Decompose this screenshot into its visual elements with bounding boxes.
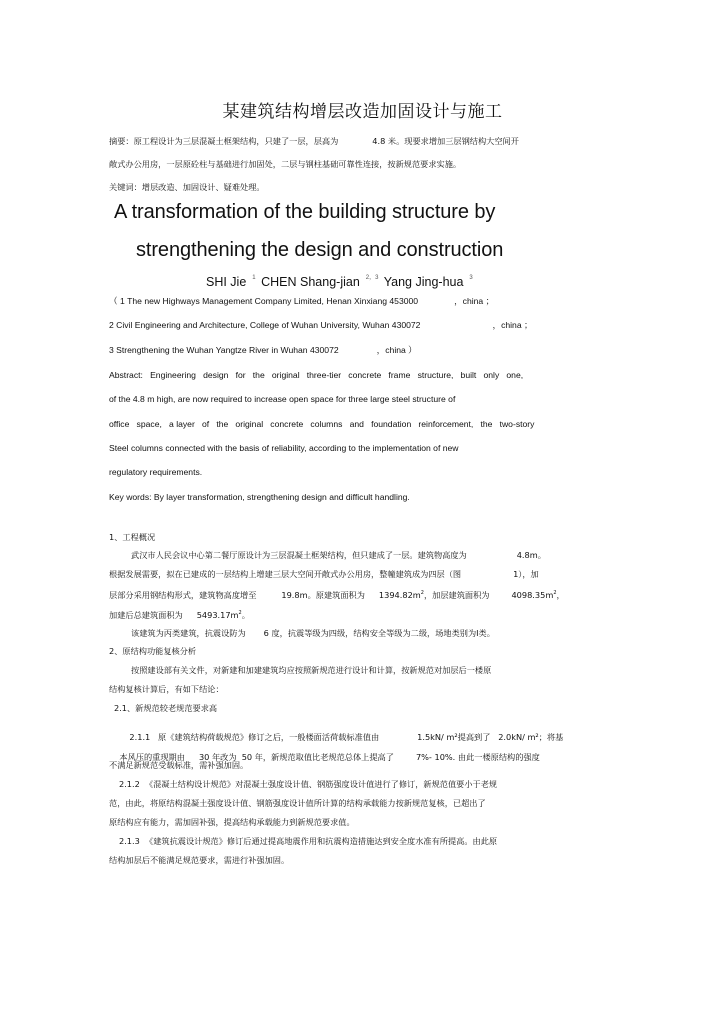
para-5-line-3: 原结构应有能力，需加固补强，提高结构承载能力到新规范要求值。 xyxy=(109,817,355,827)
affiliation-2-tail: ，china ； xyxy=(492,320,533,330)
abstract-cn-line-1b: 4.8 米。现要求增加三层钢结构大空间开 xyxy=(372,136,519,146)
para-1-line-4 xyxy=(109,608,250,621)
para-6-line-1: 2.1.3 《建筑抗震设计规范》修订后通过提高地震作用和抗震构造措施达到安全度水准有所提高。由此原 xyxy=(119,836,498,846)
affiliation-1 xyxy=(109,296,494,307)
section-2-heading: 2、原结构功能复核分析 xyxy=(109,646,197,656)
para-4-line-2c: 7%- 10%. 由此一楼原结构的强度 xyxy=(415,752,540,762)
section-1-heading: 1、工程概况 xyxy=(109,532,156,542)
section-2-1-heading: 2.1、新规范较老规范要求高 xyxy=(114,703,218,713)
para-2b: 6 度，抗震等级为四级，结构安全等级为二级，场地类别为Ⅰ类。 xyxy=(263,628,495,638)
para-1-line-4b: 5493.17m xyxy=(196,610,239,620)
para-2 xyxy=(131,628,495,639)
author-1-sup: 1 xyxy=(252,275,256,281)
abstract-en-line-5: regulatory requirements. xyxy=(109,467,203,477)
chinese-title: 某建筑结构增层改造加固设计与施工 xyxy=(222,102,503,122)
english-title-line-1: A transformation of the building structure by xyxy=(114,201,496,223)
abstract-en-line-1: Abstract: Engineering design for the original three-tier concrete frame structure, built only one, xyxy=(109,370,524,380)
keywords-cn: 关键词：增层改造、加固设计、疑难处理。 xyxy=(109,182,265,192)
para-1-line-3 xyxy=(109,588,565,601)
para-1-line-1a: 武汉市人民会议中心第二餐厅原设计为三层混凝土框架结构，但只建成了一层。建筑物高度为 xyxy=(131,550,467,560)
abstract-en-line-2: of the 4.8 m high, are now required to increase open space for three large steel structure of xyxy=(109,394,456,404)
para-1-line-3d: ，加层建筑面积为 xyxy=(423,590,490,600)
author-2-name: CHEN Shang-jian xyxy=(261,275,360,289)
author-3-sup: 3 xyxy=(469,275,473,281)
para-1-line-3-sup-b: 2 xyxy=(553,590,557,596)
para-3-line-2: 结构复核计算后，有如下结论： xyxy=(109,684,224,694)
para-4-line-2b: 30 年改为 50 年，新规范取值比老规范总体上提高了 xyxy=(198,752,394,762)
affiliation-2 xyxy=(109,320,533,331)
abstract-cn-line-2: 敞式办公用房，一层原砼柱与基础进行加固处，二层与钢柱基础可靠性连接，按新规范要求实施。 xyxy=(109,159,462,169)
para-1-line-1b: 4.8m。 xyxy=(516,550,546,560)
para-4-line-1a: 2.1.1 原《建筑结构荷载规范》修订之后，一般楼面活荷载标准值由 xyxy=(129,732,380,742)
para-4-line-3: 不满足新规范受载标准，需补强加固。 xyxy=(109,760,249,770)
para-3-line-1: 按照建设部有关文件，对新建和加建建筑均应按照新规范进行设计和计算，按新规范对加层后一楼原 xyxy=(131,665,492,675)
para-1-line-2b: 1），加 xyxy=(513,569,539,579)
affiliation-2-text: 2 Civil Engineering and Architecture, College of Wuhan University, Wuhan 430072 xyxy=(109,320,421,330)
abstract-cn-line-1 xyxy=(109,136,519,147)
author-2-sup: 2，3 xyxy=(365,275,379,281)
para-4-line-2a: 本风压的重现期由 xyxy=(119,752,185,762)
para-1-line-3c: 1394.82m xyxy=(378,590,421,600)
abstract-cn-line-1a: 摘要：原工程设计为三层混凝土框架结构，只建了一层，层高为 xyxy=(109,136,339,146)
para-1-line-4a: 加建后总建筑面积为 xyxy=(109,610,183,620)
para-5-line-2: 范，由此，将原结构混凝土强度设计值、钢筋强度设计值所计算的结构承载能力按新规范复核，已超出了 xyxy=(109,798,486,808)
para-1-line-2a: 根据发展需要，拟在已建成的一层结构上增建三层大空间开敞式办公用房，整幢建筑成为四层（图 xyxy=(109,569,462,579)
para-1-line-3-comma: ， xyxy=(556,590,565,600)
para-1-line-1 xyxy=(131,550,546,561)
affiliation-3-text: 3 Strengthening the Wuhan Yangtze River in Wuhan 430072 xyxy=(109,345,339,355)
para-1-line-4-period: 。 xyxy=(241,610,250,620)
english-title-line-2: strengthening the design and construction xyxy=(136,239,504,261)
para-6-line-2: 结构加层后不能满足规范要求，需进行补强加固。 xyxy=(109,855,290,865)
author-1-name: SHI Jie xyxy=(206,275,247,289)
affiliation-1-text: （ 1 The new Highways Management Company Limited, Henan Xinxiang 453000 xyxy=(109,296,419,306)
para-1-line-3b: 19.8m。原建筑面积为 xyxy=(281,590,365,600)
para-1-line-4-sup: 2 xyxy=(238,610,242,616)
para-4-line-1b: 1.5kN/ m²提高到了 2.0kN/ m²；将基 xyxy=(417,732,564,742)
para-2a: 该建筑为丙类建筑，抗震设防为 xyxy=(131,628,246,638)
abstract-en-line-3: office space, a layer of the original concrete columns and foundation reinforcement, the two-story xyxy=(109,419,535,429)
para-1-line-3a: 层部分采用钢结构形式，建筑物高度增至 xyxy=(109,590,257,600)
para-1-line-3e: 4098.35m xyxy=(511,590,554,600)
author-3-name: Yang Jing-hua xyxy=(383,275,464,289)
affiliation-3-tail: ，china ） xyxy=(376,345,417,355)
affiliation-1-tail: ，china ； xyxy=(454,296,495,306)
para-1-line-2 xyxy=(109,569,539,580)
author-list xyxy=(206,272,475,289)
abstract-en-line-4: Steel columns connected with the basis of reliability, according to the implementation of new xyxy=(109,443,459,453)
keywords-en: Key words: By layer transformation, strengthening design and difficult handling. xyxy=(109,492,410,502)
affiliation-3 xyxy=(109,345,417,356)
para-1-line-3-sup-a: 2 xyxy=(420,590,424,596)
para-5-line-1: 2.1.2 《混凝土结构设计规范》对混凝土强度设计值、钢筋强度设计值进行了修订，新规范值要小于老规 xyxy=(119,779,498,789)
